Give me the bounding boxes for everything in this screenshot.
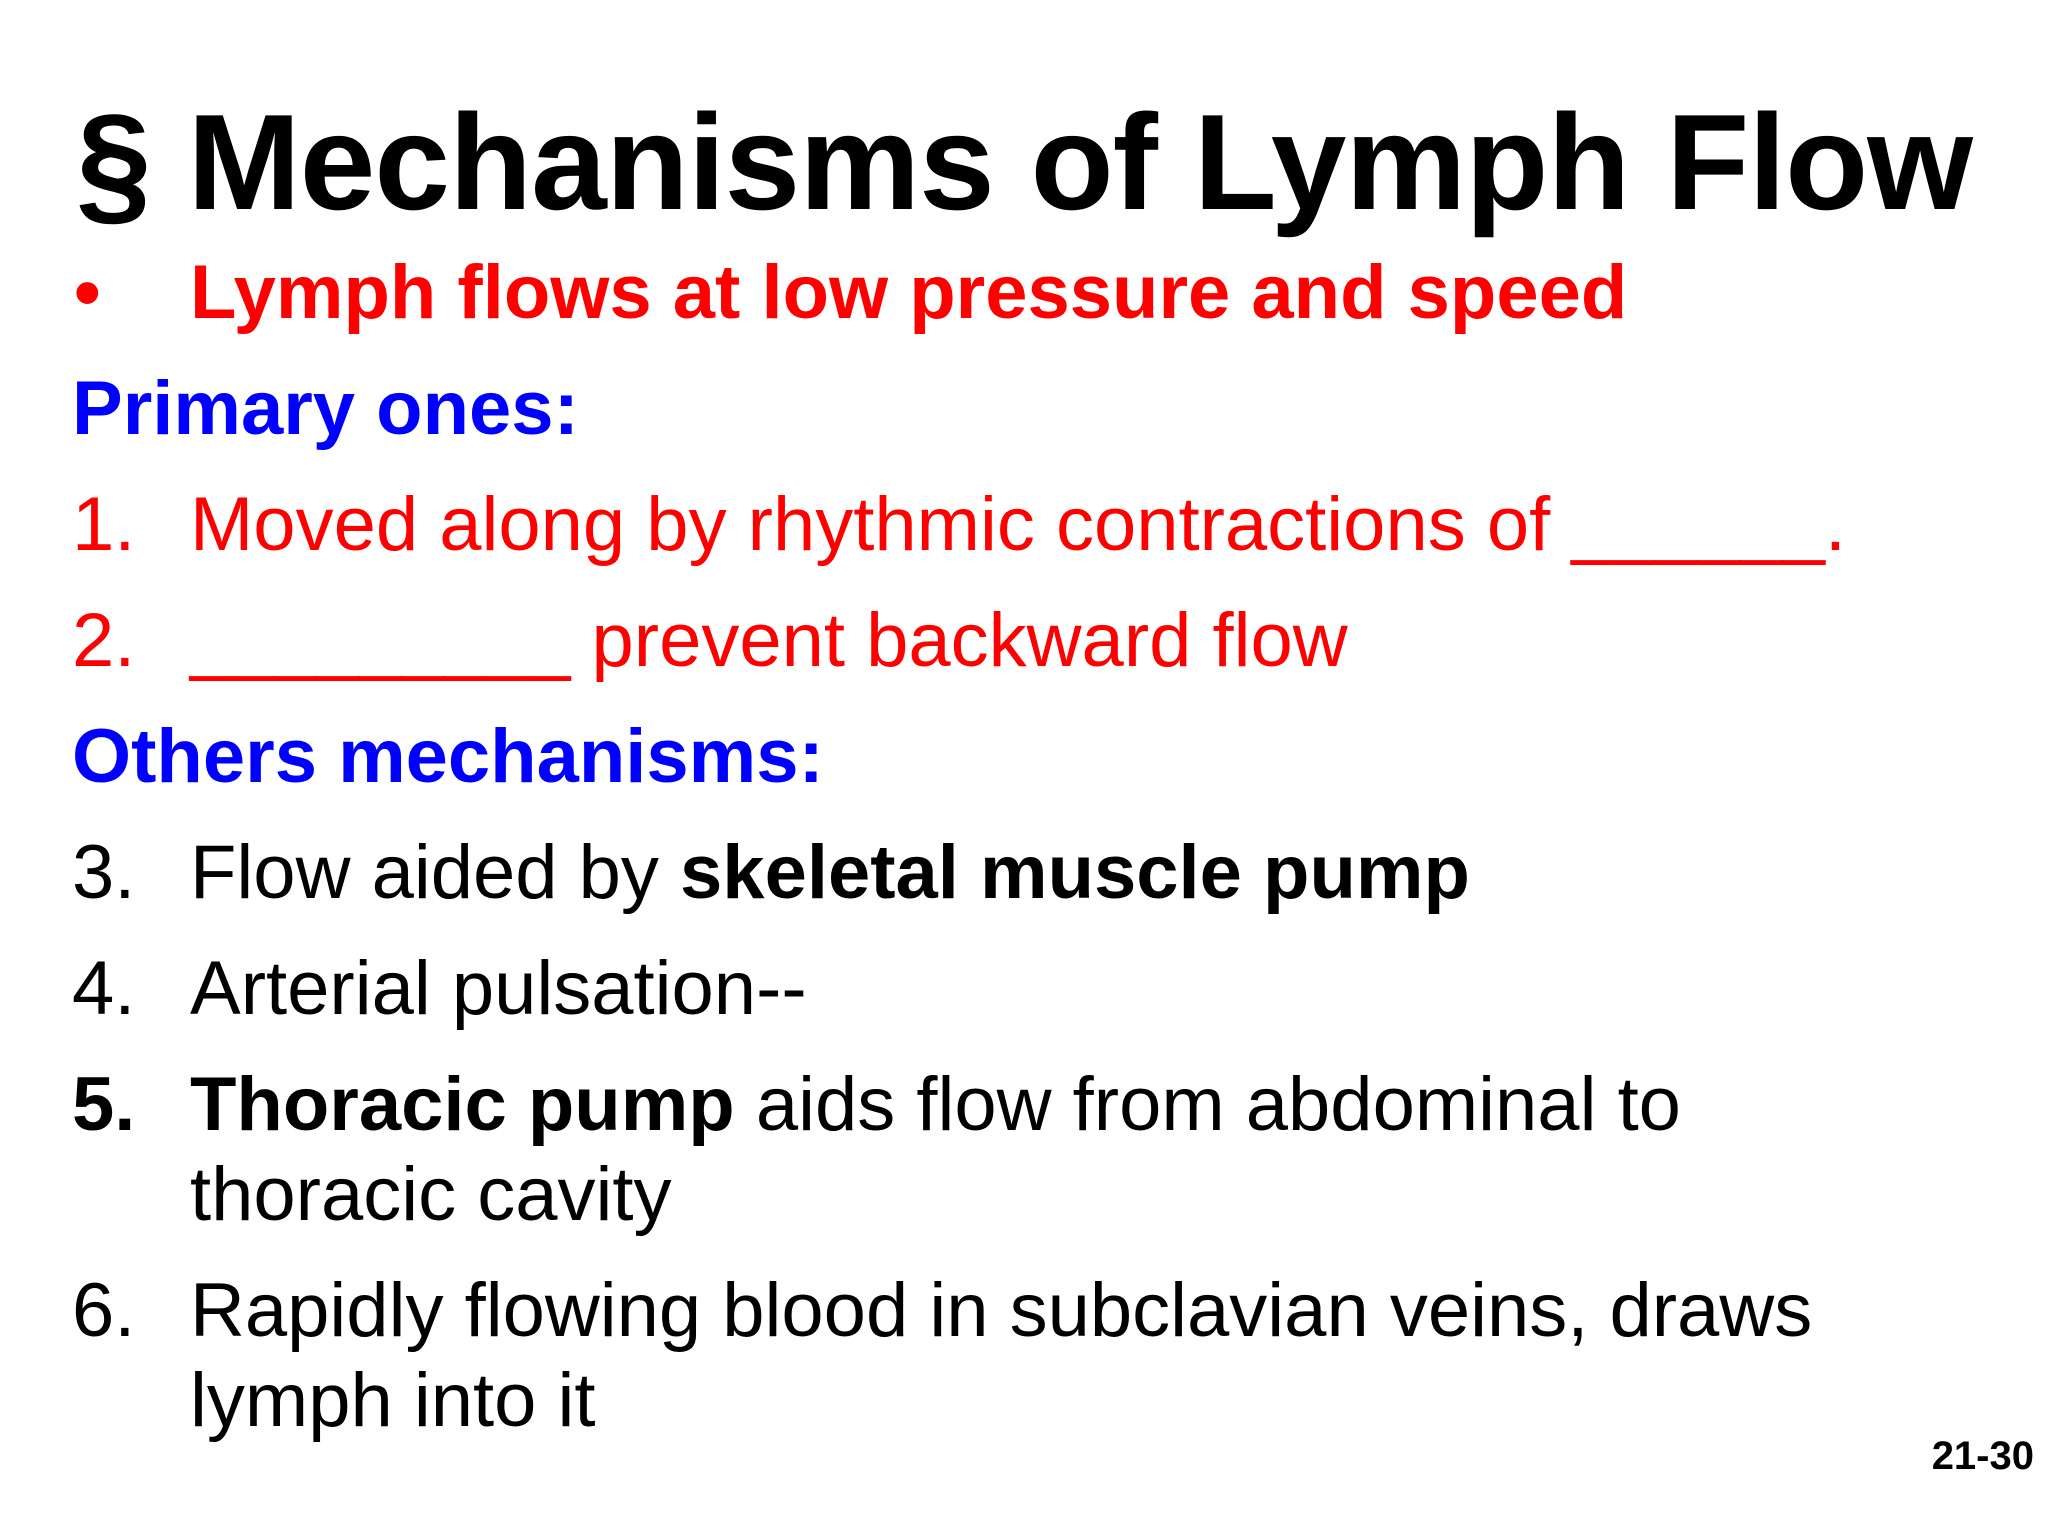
page-number: 21-30: [1931, 1434, 2034, 1478]
list-item-5-continuation: thoracic cavity: [190, 1152, 672, 1237]
item-text: [190, 828, 1470, 918]
item-text-plain: Flow aided by: [190, 830, 681, 915]
item-text: Rapidly flowing blood in subclavian veins, draws: [190, 1268, 1813, 1353]
item-number: 6.: [72, 1268, 136, 1353]
list-item-6-continuation: lymph into it: [190, 1358, 596, 1443]
item-text-bold: Thoracic pump: [190, 1062, 735, 1147]
others-heading: Others mechanisms:: [72, 714, 824, 799]
item-number: 3.: [72, 830, 136, 915]
item-text: Moved along by rhythmic contractions of ______.: [190, 482, 1847, 567]
slide-title: § Mechanisms of Lymph Flow: [76, 86, 1972, 238]
item-text: [190, 1060, 1681, 1150]
item-text: Arterial pulsation--: [190, 946, 807, 1031]
item-number: 4.: [72, 946, 136, 1031]
primary-heading: Primary ones:: [72, 366, 579, 451]
item-text-plain: aids flow from abdominal to: [734, 1062, 1681, 1147]
item-number: 2.: [72, 598, 136, 683]
item-text-bold: skeletal muscle pump: [680, 830, 1470, 915]
bullet-text: Lymph flows at low pressure and speed: [190, 250, 1628, 335]
item-number: 5.: [72, 1062, 136, 1147]
item-text: _________ prevent backward flow: [190, 598, 1348, 683]
bullet-marker: •: [74, 250, 101, 335]
item-number: 1.: [72, 482, 136, 567]
